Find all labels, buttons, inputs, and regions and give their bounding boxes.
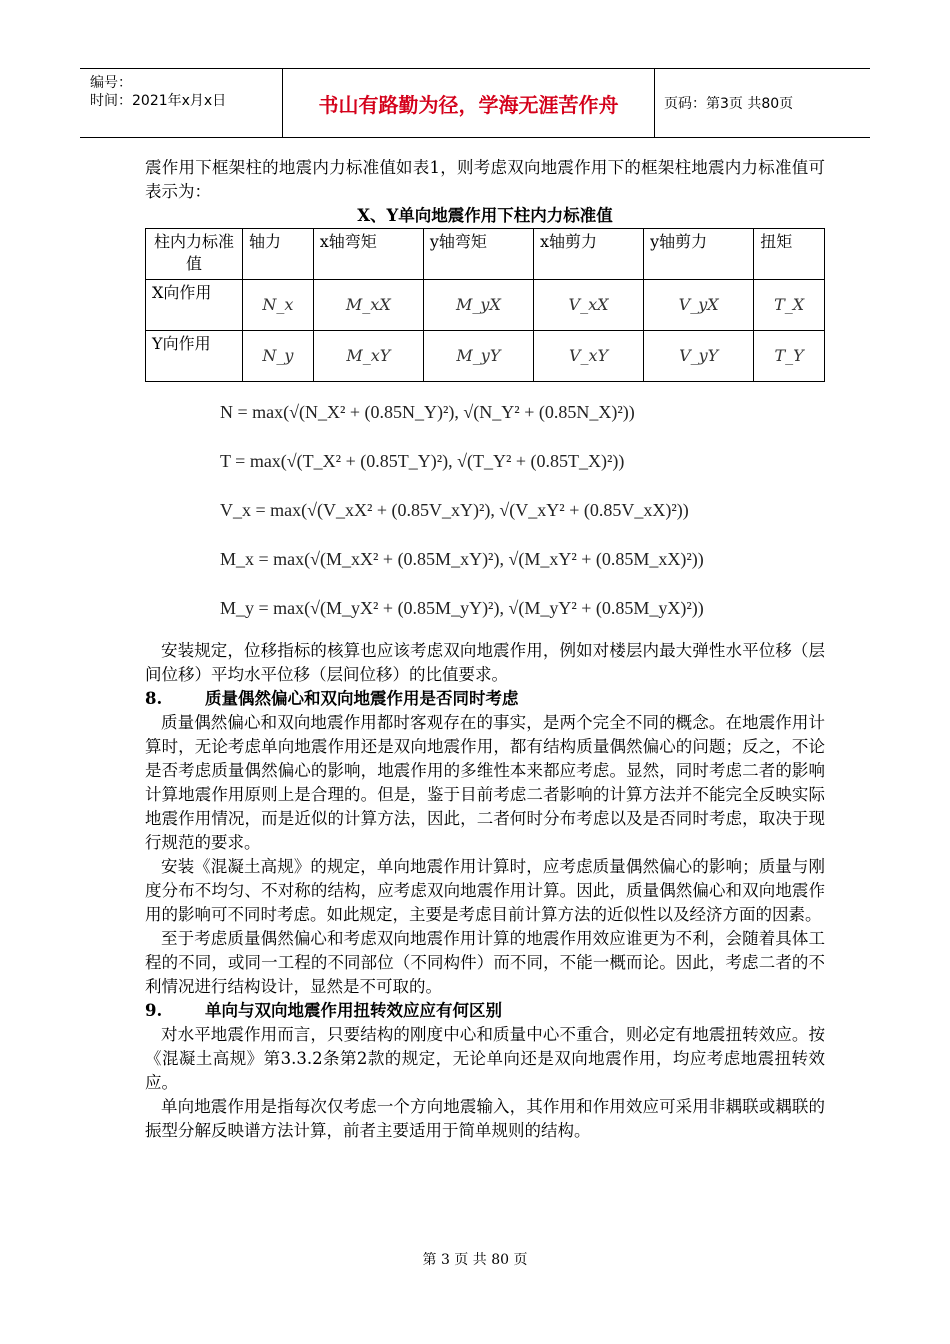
table-cell: T_X (754, 280, 825, 331)
table-cell: M_xY (313, 331, 423, 382)
intro-paragraph: 震作用下框架柱的地震内力标准值如表1，则考虑双向地震作用下的框架柱地震内力标准值可表示为： (145, 158, 825, 201)
section-number: 9. (145, 1001, 163, 1020)
table-row (146, 280, 825, 331)
table-cell: M_yY (423, 331, 533, 382)
internal-force-table (145, 228, 825, 382)
table-header-cell: 轴力 (243, 229, 314, 280)
header-page-info: 页码：第3页 共80页 (664, 96, 794, 112)
formula-moment-x: M_x = max(√(M_xX² + (0.85M_xY)²), √(M_xY² + (0.85M_xX)²)) (220, 549, 704, 569)
document-body (145, 156, 825, 1143)
row-label: X向作用 (146, 280, 243, 331)
table-cell: N_y (243, 331, 314, 382)
section-heading-8 (145, 687, 825, 711)
section-heading-9 (145, 999, 825, 1023)
paragraph: 对水平地震作用而言，只要结构的刚度中心和质量中心不重合，则必定有地震扭转效应。按《混凝土高规》第3.3.2条第2款的规定，无论单向还是双向地震作用，均应考虑地震扭转效应。 (145, 1025, 825, 1092)
row-label: Y向作用 (146, 331, 243, 382)
paragraph: 安装规定，位移指标的核算也应该考虑双向地震作用，例如对楼层内最大弹性水平位移（层间位移）平均水平位移（层间位移）的比值要求。 (145, 641, 825, 684)
table-header-row (146, 229, 825, 280)
table-header-cell: y轴剪力 (644, 229, 754, 280)
table-cell: V_xX (533, 280, 643, 331)
table-header-cell: 扭矩 (754, 229, 825, 280)
table-row (146, 331, 825, 382)
formula-axial: N = max(√(N_X² + (0.85N_Y)²), √(N_Y² + (0.85N_X)²)) (220, 402, 635, 422)
section-number: 8. (145, 689, 163, 708)
table-header-cell: 柱内力标准值 (146, 229, 243, 280)
table-header-cell: x轴弯矩 (313, 229, 423, 280)
table-header-cell: x轴剪力 (533, 229, 643, 280)
paragraph: 质量偶然偏心和双向地震作用都时客观存在的事实，是两个完全不同的概念。在地震作用计算时，无论考虑单向地震作用还是双向地震作用，都有结构质量偶然偏心的问题；反之，不论是否考虑质量偶然偏心的影响，地震作用的多维性本来都应考虑。显然，同时考虑二者的影响计算地震作用原则上是合理的。但是，鉴于目前考虑二者影响的计算方法并不能完全反映实际地震作用情况，而是近似的计算方法，因此，二者何时分布考虑以及是否同时考虑，取决于现行规范的要求。 (145, 713, 825, 852)
doc-number: 编号： (90, 75, 132, 91)
table-cell: M_xX (313, 280, 423, 331)
table-cell: V_yY (644, 331, 754, 382)
table-caption: X、Y单向地震作用下柱内力标准值 (357, 206, 613, 225)
table-header-cell: y轴弯矩 (423, 229, 533, 280)
paragraph: 安装《混凝土高规》的规定，单向地震作用计算时，应考虑质量偶然偏心的影响；质量与刚度分布不均匀、不对称的结构，应考虑双向地震作用计算。因此，质量偶然偏心和双向地震作用的影响可不同时考虑。如此规定，主要是考虑目前计算方法的近似性以及经济方面的因素。 (145, 857, 825, 924)
paragraph: 至于考虑质量偶然偏心和考虑双向地震作用计算的地震作用效应谁更为不利，会随着具体工程的不同，或同一工程的不同部位（不同构件）而不同，不能一概而论。因此，考虑二者的不利情况进行结构设计，显然是不可取的。 (145, 929, 825, 996)
section-title: 质量偶然偏心和双向地震作用是否同时考虑 (205, 689, 519, 708)
table-cell: M_yX (423, 280, 533, 331)
doc-time: 时间：2021年x月x日 (90, 93, 227, 109)
section-title: 单向与双向地震作用扭转效应应有何区别 (205, 1001, 502, 1020)
header-motto: 书山有路勤为径，学海无涯苦作舟 (283, 69, 655, 137)
table-cell: N_x (243, 280, 314, 331)
table-cell: V_yX (644, 280, 754, 331)
formula-torsion: T = max(√(T_X² + (0.85T_Y)²), √(T_Y² + (0.85T_X)²)) (220, 451, 625, 471)
formula-moment-y: M_y = max(√(M_yX² + (0.85M_yY)²), √(M_yY² + (0.85M_yX)²)) (220, 598, 704, 618)
paragraph: 单向地震作用是指每次仅考虑一个方向地震输入，其作用和作用效应可采用非耦联或耦联的振型分解反映谱方法计算，前者主要适用于简单规则的结构。 (145, 1097, 825, 1140)
page-footer: 第 3 页 共 80 页 (422, 1252, 528, 1268)
formula-shear: V_x = max(√(V_xX² + (0.85V_xY)²), √(V_xY² + (0.85V_xX)²)) (220, 500, 689, 520)
page-header (80, 68, 870, 138)
header-meta (80, 69, 283, 137)
table-cell: V_xY (533, 331, 643, 382)
combination-formulas (220, 388, 825, 633)
table-cell: T_Y (754, 331, 825, 382)
